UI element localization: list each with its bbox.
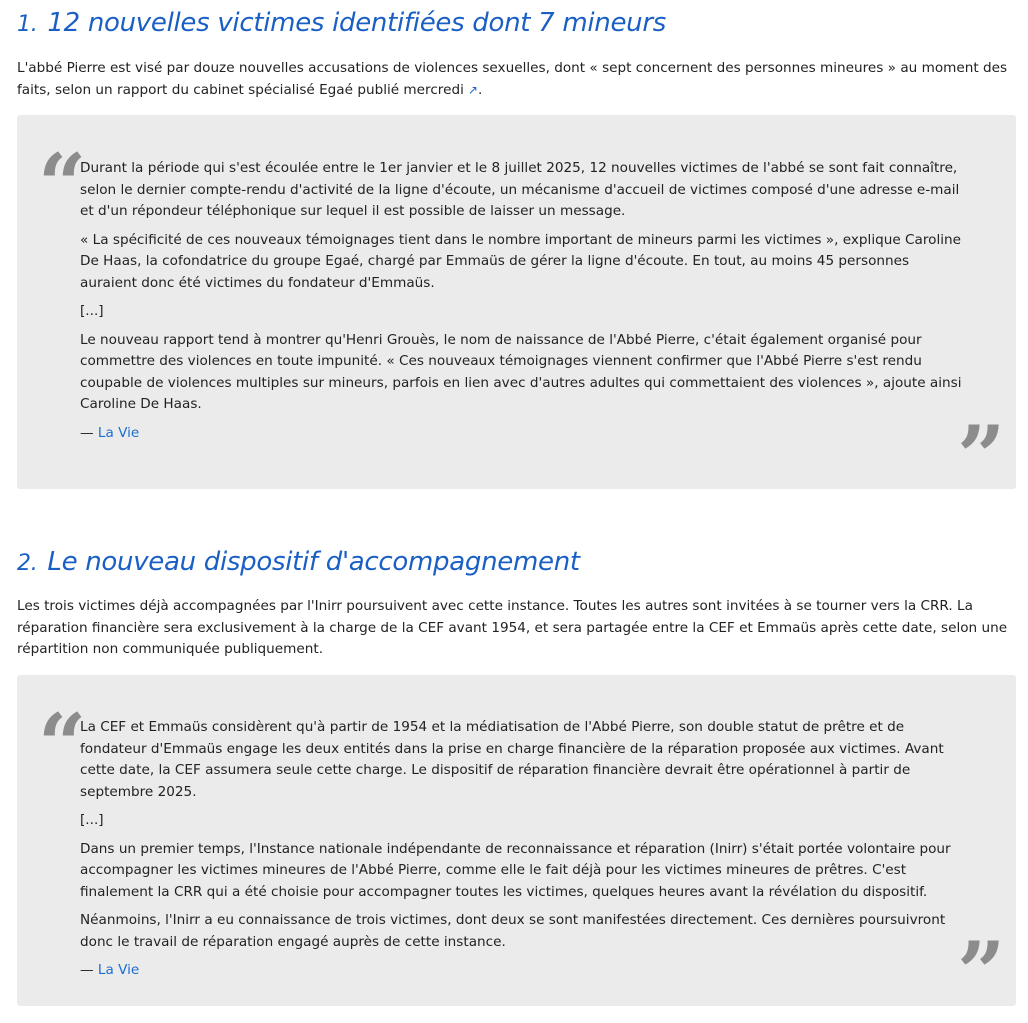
source-link[interactable]: La Vie	[97, 962, 140, 978]
source-dash: —	[80, 962, 94, 978]
section-1-title	[17, 8, 666, 38]
section-2-title-text: Le nouveau dispositif d'accompagnement	[47, 547, 580, 577]
section-1-intro-end: .	[477, 81, 483, 98]
quote-paragraph: [...]	[80, 303, 104, 319]
quote-paragraph: Durant la période qui s'est écoulée entre le 1er janvier et le 8 juillet 2025, 12 nouvelles victimes de l'abbé se sont fait connaître, selon le dernier compte-rendu d'activité de la ligne d'écoute, un mécanisme d'accueil de victimes composé d'une adresse e-mail et d'un répondeur téléphonique sur lequel il est possible de laisser un message.	[80, 160, 960, 219]
section-1-intro-text: L'abbé Pierre est visé par douze nouvelles accusations de violences sexuelles, dont « sept concernent des personnes mineures » au moment des faits, selon un rapport du cabinet spécialisé Egaé publié mercredi	[17, 60, 1008, 98]
section-1-blockquote	[17, 115, 1016, 489]
section-2-blockquote	[17, 675, 1016, 1006]
quote-source	[80, 960, 965, 982]
section-2-intro-text: Les trois victimes déjà accompagnées par l'Inirr poursuivent avec cette instance. Toutes les autres sont invitées à se tourner vers la CRR. La réparation financière sera exclusivement à la charge de la CEF avant 1954, et sera partagée entre la CEF et Emmaüs après cette date, selon une répartition non communiquée publiquement.	[17, 598, 1008, 657]
quote-paragraph: Le nouveau rapport tend à montrer qu'Henri Grouès, le nom de naissance de l'Abbé Pierre, c'était également organisé pour commettre des violences en toute impunité. « Ces nouveaux témoignages viennent confirmer que l'Abbé Pierre s'est rendu coupable de violences multiples sur mineurs, parfois en lien avec d'autres adultes qui commettaient des violences », ajoute ainsi Caroline De Haas.	[80, 331, 962, 412]
quote-paragraph: [...]	[80, 812, 104, 828]
section-2-title	[17, 547, 580, 577]
source-link[interactable]: La Vie	[97, 424, 140, 441]
section-1-title-text: 12 nouvelles victimes identifiées dont 7 mineurs	[47, 8, 666, 38]
quote-paragraph: La CEF et Emmaüs considèrent qu'à partir de 1954 et la médiatisation de l'Abbé Pierre, son double statut de prêtre et de fondateur d'Emmaüs engage les deux entités dans la prise en charge financière de la réparation proposée aux victimes. Avant cette date, la CEF assumera seule cette charge. Le dispositif de réparation financière devrait être opérationnel à partir de septembre 2025.	[80, 719, 944, 800]
section-2-number: 2.	[17, 551, 38, 576]
quote-source	[80, 423, 965, 445]
section-1-quote-content	[80, 158, 965, 444]
section-2-quote-content	[80, 717, 965, 982]
section-1-intro	[17, 58, 1017, 101]
close-quote-icon: ”	[957, 931, 1006, 987]
open-quote-icon: “	[38, 143, 87, 199]
quote-paragraph: Dans un premier temps, l'Instance nationale indépendante de reconnaissance et réparation (Inirr) s'était portée volontaire pour accompagner les victimes mineures de l'Abbé Pierre, comme elle le fait déjà pour les victimes mineures de prêtres. C'est finalement la CRR qui a été choisie pour accompagner toutes les victimes, quelques heures avant la révélation du dispositif.	[80, 840, 951, 900]
source-dash: —	[80, 424, 94, 441]
quote-paragraph: Néanmoins, l'Inirr a eu connaissance de trois victimes, dont deux se sont manifestées directement. Ces dernières poursuivront donc le travail de réparation engagé auprès de cette instance.	[80, 912, 946, 950]
open-quote-icon: “	[38, 703, 87, 759]
close-quote-icon: ”	[957, 415, 1006, 471]
section-2-intro	[17, 596, 1017, 661]
quote-paragraph: « La spécificité de ces nouveaux témoignages tient dans le nombre important de mineurs parmi les victimes », explique Caroline De Haas, la cofondatrice du groupe Egaé, chargé par Emmaüs de gérer la ligne d'écoute. En tout, au moins 45 personnes auraient donc été victimes du fondateur d'Emmaüs.	[80, 231, 961, 291]
external-link-icon[interactable]: ↗	[467, 82, 478, 97]
section-1-number: 1.	[17, 12, 38, 37]
